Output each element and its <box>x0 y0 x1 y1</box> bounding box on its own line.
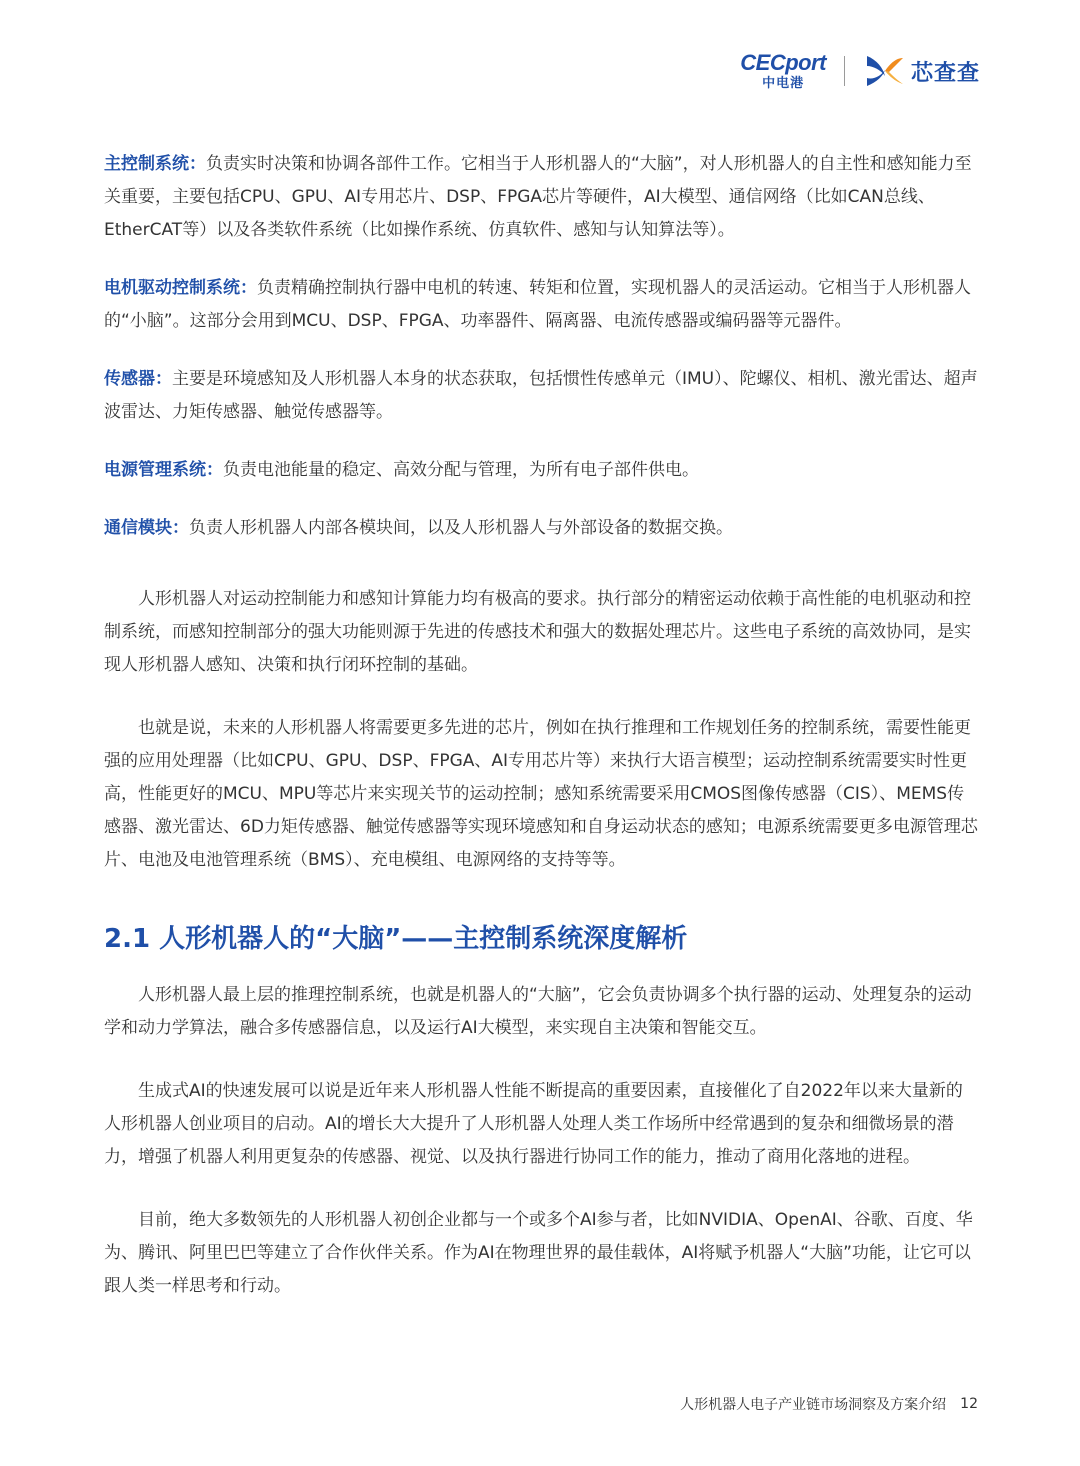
xinchacha-logo <box>863 50 980 92</box>
cecport-logo-text: CECport <box>740 50 826 75</box>
body-paragraph: 生成式AI的快速发展可以说是近年来人形机器人性能不断提高的重要因素，直接催化了自2022年以来大量新的人形机器人创业项目的启动。AI的增长大大提升了人形机器人处理人类工作场所中经常遇到的复杂和细微场景的潜力，增强了机器人利用更复杂的传感器、视觉、以及执行器进行协同工作的能力，推动了商用化落地的进程。 <box>104 1081 963 1167</box>
page-number: 12 <box>960 1396 978 1412</box>
body-paragraph: 人形机器人对运动控制能力和感知计算能力均有极高的要求。执行部分的精密运动依赖于高性能的电机驱动和控制系统，而感知控制部分的强大功能则源于先进的传感技术和强大的数据处理芯片。这些电子系统的高效协同，是实现人形机器人感知、决策和执行闭环控制的基础。 <box>104 589 971 675</box>
page-footer <box>680 1394 978 1414</box>
definition-text: 主要是环境感知及人形机器人本身的状态获取，包括惯性传感单元（IMU）、陀螺仪、相机、激光雷达、超声波雷达、力矩传感器、触觉传感器等。 <box>104 369 978 422</box>
definition-motor-drive <box>104 272 978 338</box>
body-paragraph: 目前，绝大多数领先的人形机器人初创企业都与一个或多个AI参与者，比如NVIDIA、OpenAI、谷歌、百度、华为、腾讯、阿里巴巴等建立了合作伙伴关系。作为AI在物理世界的最佳载体，AI将赋予机器人“大脑”功能，让它可以跟人类一样思考和行动。 <box>104 1210 973 1296</box>
xinchacha-mark-icon <box>863 50 905 92</box>
definition-text: 负责实时决策和协调各部件工作。它相当于人形机器人的“大脑”，对人形机器人的自主性和感知能力至关重要，主要包括CPU、GPU、AI专用芯片、DSP、FPGA芯片等硬件，AI大模型、通信网络（比如CAN总线、EtherCAT等）以及各类软件系统（比如操作系统、仿真软件、感知与认知算法等）。 <box>104 154 972 240</box>
header-logos <box>740 50 980 92</box>
definition-term: 传感器： <box>104 369 172 389</box>
definition-communication <box>104 512 978 545</box>
cecport-logo <box>740 52 826 90</box>
logo-divider <box>844 56 845 86</box>
definition-term: 电机驱动控制系统： <box>104 278 257 298</box>
definition-term: 通信模块： <box>104 518 189 538</box>
definition-term: 电源管理系统： <box>104 460 223 480</box>
section-heading: 2.1 人形机器人的“大脑”——主控制系统深度解析 <box>104 924 688 954</box>
definition-term: 主控制系统： <box>104 154 206 174</box>
footer-title: 人形机器人电子产业链市场洞察及方案介绍 <box>680 1397 947 1413</box>
body-paragraph: 人形机器人最上层的推理控制系统，也就是机器人的“大脑”，它会负责协调多个执行器的运动、处理复杂的运动学和动力学算法，融合多传感器信息，以及运行AI大模型，来实现自主决策和智能交互。 <box>104 985 972 1038</box>
definition-text: 负责精确控制执行器中电机的转速、转矩和位置，实现机器人的灵活运动。它相当于人形机器人的“小脑”。这部分会用到MCU、DSP、FPGA、功率器件、隔离器、电流传感器或编码器等元器件。 <box>104 278 971 331</box>
definition-sensors <box>104 363 978 429</box>
definition-text: 负责人形机器人内部各模块间，以及人形机器人与外部设备的数据交换。 <box>189 518 733 538</box>
definition-main-control <box>104 148 978 247</box>
cecport-logo-subtext: 中电港 <box>762 76 805 91</box>
page-content <box>104 148 978 1333</box>
definition-text: 负责电池能量的稳定、高效分配与管理，为所有电子部件供电。 <box>223 460 699 480</box>
body-paragraph: 也就是说，未来的人形机器人将需要更多先进的芯片，例如在执行推理和工作规划任务的控制系统，需要性能更强的应用处理器（比如CPU、GPU、DSP、FPGA、AI专用芯片等）来执行大语言模型；运动控制系统需要实时性更高，性能更好的MCU、MPU等芯片来实现关节的运动控制；感知系统需要采用CMOS图像传感器（CIS）、MEMS传感器、激光雷达、6D力矩传感器、触觉传感器等实现环境感知和自身运动状态的感知；电源系统需要更多电源管理芯片、电池及电池管理系统（BMS）、充电模组、电源网络的支持等等。 <box>104 718 978 870</box>
definition-power-management <box>104 454 978 487</box>
xinchacha-logo-text: 芯查查 <box>910 60 980 86</box>
